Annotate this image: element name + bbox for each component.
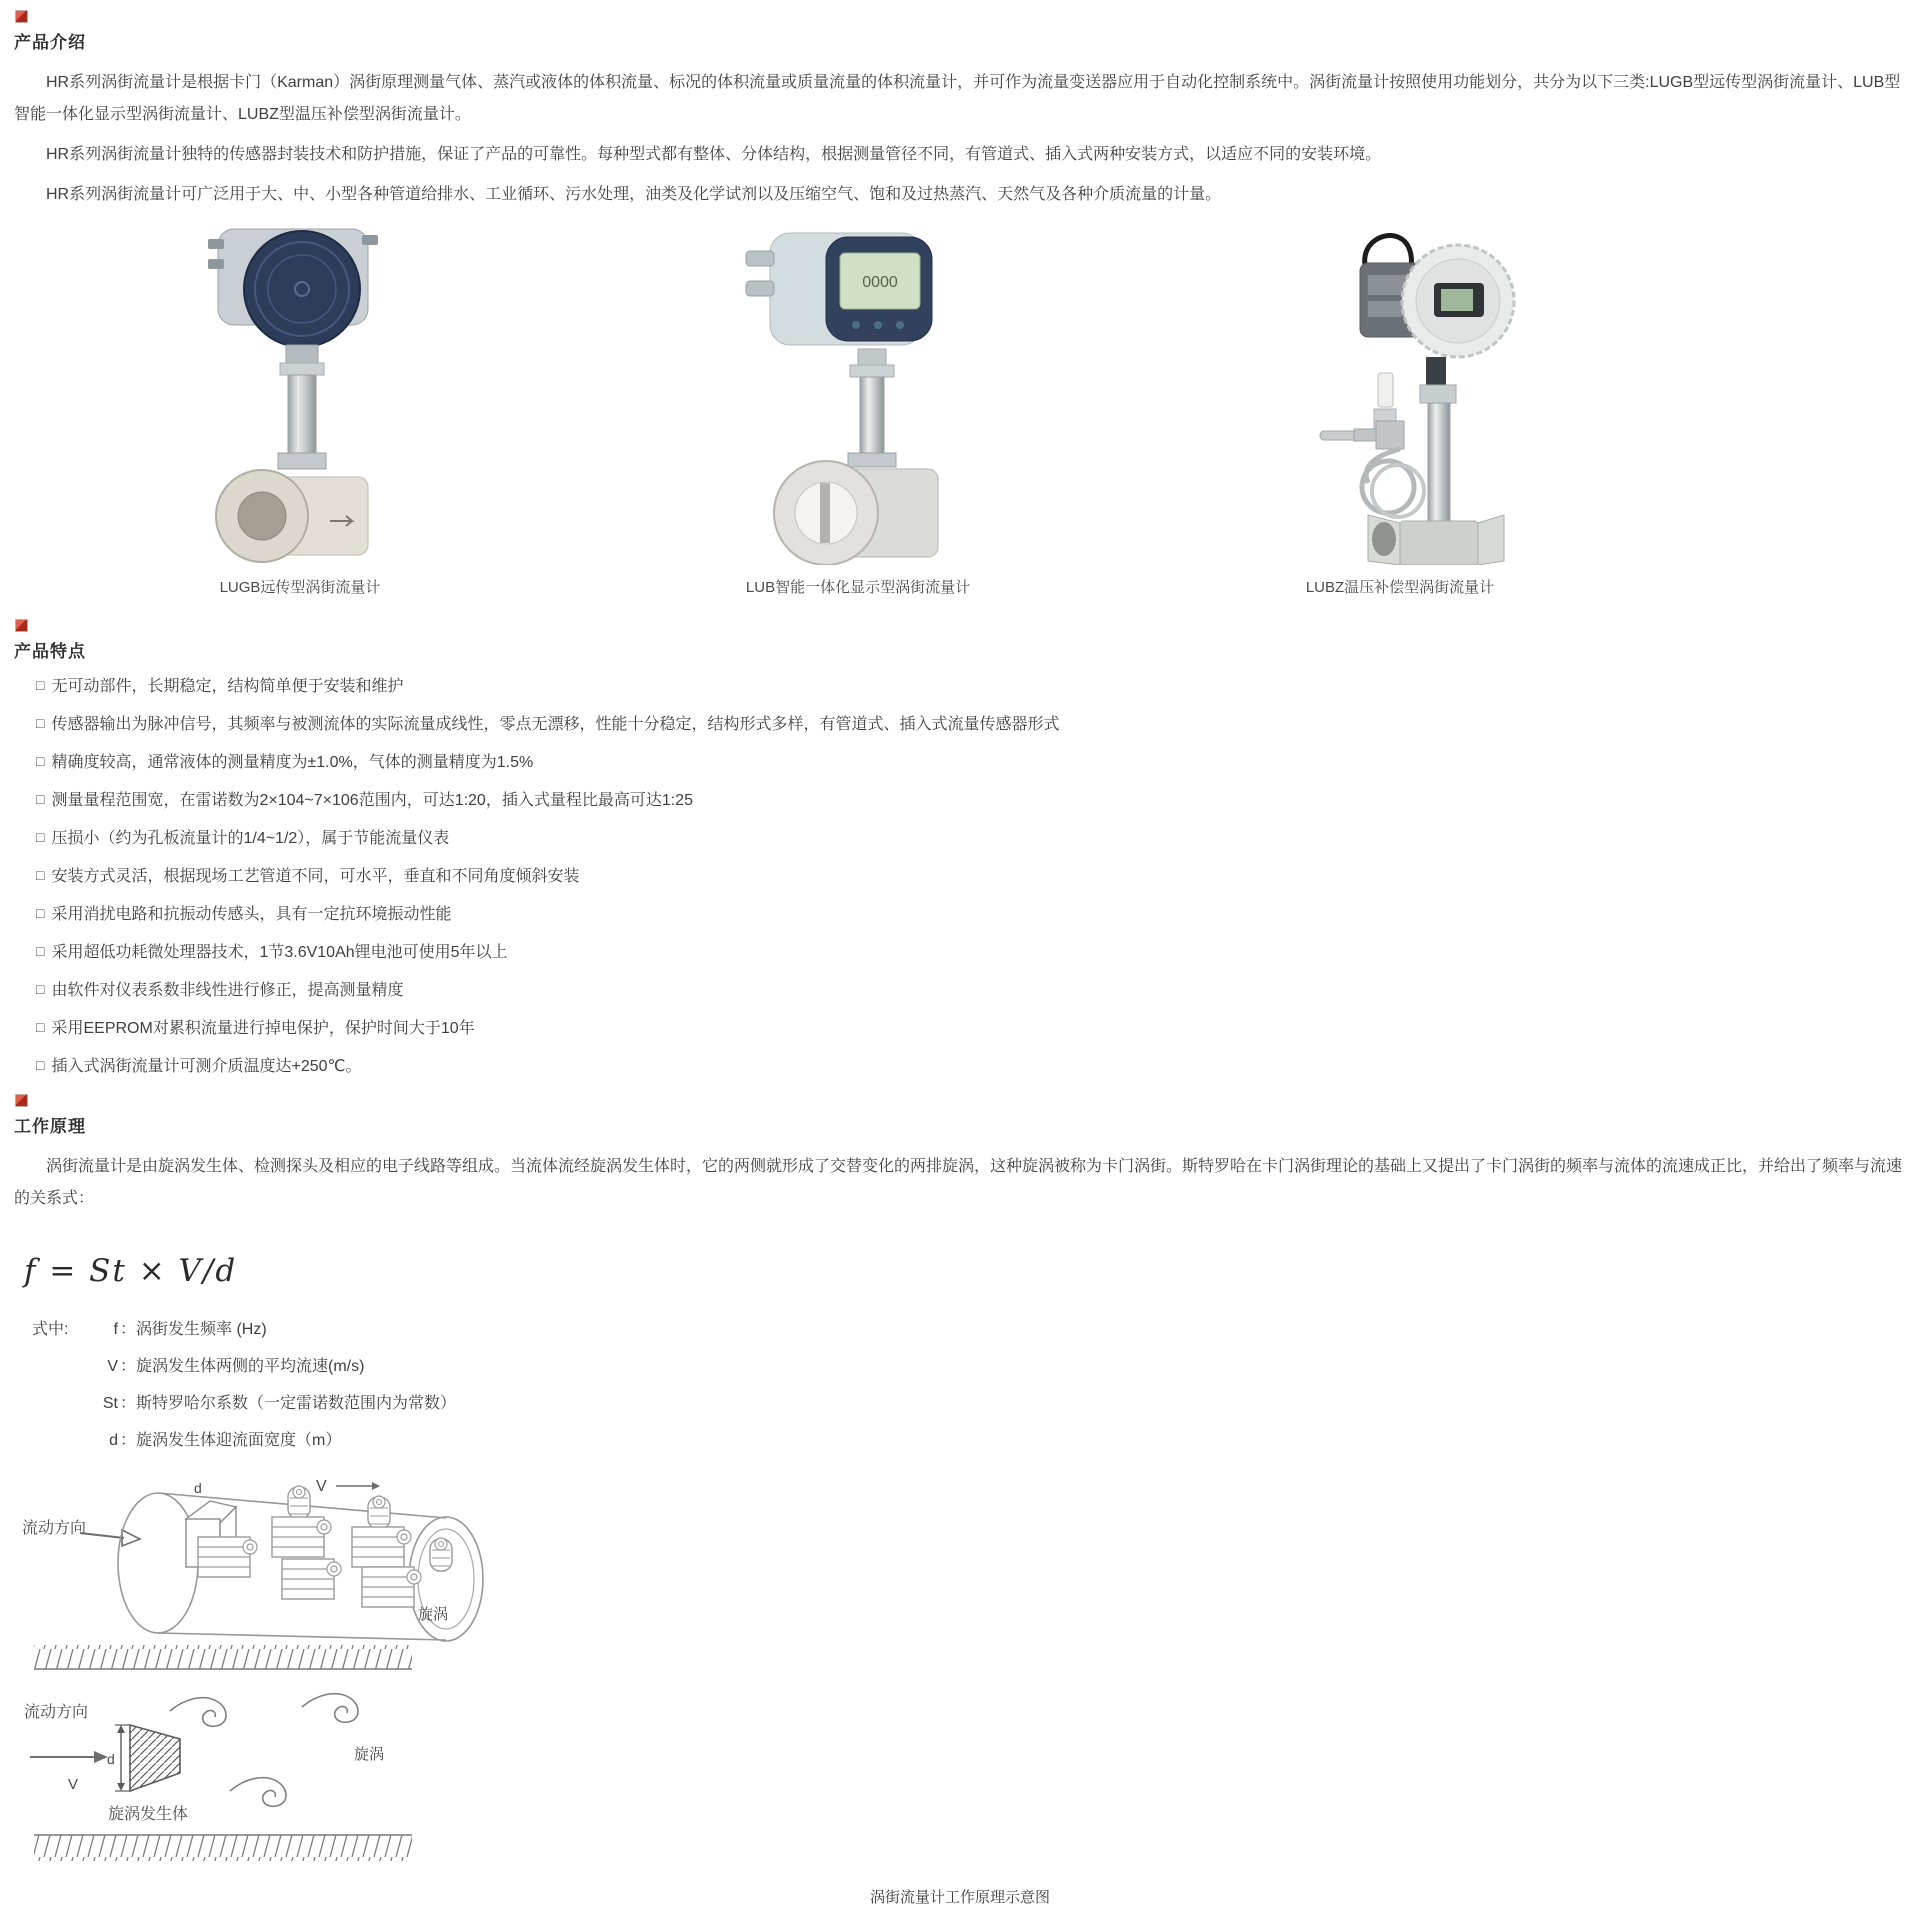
pipe-diagram bbox=[22, 1478, 483, 1669]
formula-definitions bbox=[32, 1319, 1906, 1451]
intro-paragraph: HR系列涡街流量计独特的传感器封装技术和防护措施，保证了产品的可靠性。每种型式都有整体、分体结构，根据测量管径不同，有管道式、插入式两种安装方式，以适应不同的安装环境。 bbox=[46, 146, 1382, 163]
flow-direction-label: 流动方向 bbox=[24, 1704, 89, 1721]
definition-text: ：旋涡发生体迎流面宽度（m） bbox=[120, 1432, 342, 1449]
product-image-lugb bbox=[180, 225, 420, 565]
square-bullet-icon: □ bbox=[36, 867, 45, 883]
square-bullet-icon: □ bbox=[36, 677, 45, 693]
feature-item: □ 无可动部件，长期稳定，结构简单便于安装和维护 bbox=[36, 677, 404, 695]
square-bullet-icon: □ bbox=[36, 791, 45, 807]
definition-row bbox=[32, 1430, 1906, 1451]
flow-direction-label: 流动方向 bbox=[22, 1520, 87, 1537]
square-bullet-icon: □ bbox=[36, 905, 45, 921]
product-figure-lubz bbox=[1220, 225, 1580, 597]
definition-row bbox=[32, 1393, 1906, 1414]
product-caption: LUGB远传型涡街流量计 bbox=[219, 579, 381, 596]
features-list bbox=[14, 676, 1906, 1077]
generator-label: 旋涡发生体 bbox=[108, 1806, 189, 1823]
section-heading-principle: 工作原理 bbox=[14, 1117, 86, 1136]
transmitter-cap bbox=[244, 231, 360, 347]
feature-item: □ 插入式涡街流量计可测介质温度达+250℃。 bbox=[36, 1057, 362, 1075]
feature-item: □ 安装方式灵活，根据现场工艺管道不同，可水平，垂直和不同角度倾斜安装 bbox=[36, 867, 580, 885]
square-bullet-icon: □ bbox=[36, 981, 45, 997]
flow-arrow bbox=[122, 1530, 140, 1546]
product-figure-lub bbox=[678, 225, 1038, 597]
square-bullet-icon: □ bbox=[36, 1019, 45, 1035]
square-bullet-icon: □ bbox=[36, 943, 45, 959]
definition-row bbox=[32, 1356, 1906, 1377]
d-label: d bbox=[194, 1480, 202, 1496]
feature-item: □ 采用EEPROM对累积流量进行掉电保护，保护时间大于10年 bbox=[36, 1019, 475, 1037]
feature-item: □ 由软件对仪表系数非线性进行修正，提高测量精度 bbox=[36, 981, 404, 999]
definition-text: ：涡街发生频率 (Hz) bbox=[120, 1321, 267, 1338]
definition-text: ：斯特罗哈尔系数（一定雷诺数范围内为常数） bbox=[120, 1395, 457, 1412]
square-bullet-icon: □ bbox=[36, 715, 45, 731]
square-bullet-icon: □ bbox=[36, 753, 45, 769]
broken-image-icon bbox=[15, 619, 28, 632]
definition-text: ：旋涡发生体两侧的平均流速(m/s) bbox=[120, 1358, 365, 1375]
feature-item: □ 采用消扰电路和抗振动传感头，具有一定抗环境振动性能 bbox=[36, 905, 452, 923]
intro-paragraph: HR系列涡街流量计可广泛用于大、中、小型各种管道给排水、工业循环、污水处理，油类及化学试剂以及压缩空气、饱和及过热蒸汽、天然气及各种介质流量的计量。 bbox=[46, 186, 1222, 203]
product-caption: LUBZ温压补偿型涡街流量计 bbox=[1305, 579, 1495, 596]
ground-hatch bbox=[34, 1835, 412, 1861]
symbol: V bbox=[107, 1358, 118, 1375]
intro-paragraph: HR系列涡街流量计是根据卡门（Karman）涡街原理测量气体、蒸汽或液体的体积流量、标况的体积流量或质量流量的体积流量计，并可作为流量变送器应用于自动化控制系统中。涡街流量计按照使用功能划分，共分为以下三类:LUGB型远传型涡街流量计、LUB型智能一体化显示型涡街流量计、LUBZ型温压补偿型涡街流量计。 bbox=[14, 74, 1901, 123]
product-gallery bbox=[14, 219, 1906, 617]
principle-diagram bbox=[20, 1467, 1906, 1884]
product-caption: LUB智能一体化显示型涡街流量计 bbox=[745, 579, 971, 596]
section-heading-features: 产品特点 bbox=[14, 642, 86, 661]
feature-item: □ 传感器输出为脉冲信号，其频率与被测流体的实际流量成线性，零点无漂移，性能十分稳定，结构形式多样，有管道式、插入式流量传感器形式 bbox=[36, 715, 1060, 733]
diagram-caption: 涡街流量计工作原理示意图 bbox=[869, 1889, 1050, 1906]
broken-image-icon bbox=[15, 1094, 28, 1107]
feature-item: □ 采用超低功耗微处理器技术，1节3.6V10Ah锂电池可使用5年以上 bbox=[36, 943, 508, 961]
symbol: d bbox=[109, 1432, 118, 1449]
feature-item: □ 测量量程范围宽，在雷诺数为2×104~7×106范围内，可达1:20，插入式量程比最高可达1:25 bbox=[36, 791, 693, 809]
feature-item: □ 精确度较高，通常液体的测量精度为±1.0%，气体的测量精度为1.5% bbox=[36, 753, 534, 771]
vortex-generator bbox=[130, 1725, 180, 1791]
flow-arrow bbox=[94, 1751, 108, 1763]
symbol: St bbox=[102, 1395, 118, 1412]
ground-hatch bbox=[34, 1645, 412, 1669]
lcd-value: 0000 bbox=[862, 274, 898, 291]
valve-handle bbox=[1320, 431, 1358, 440]
where-label: 式中: bbox=[32, 1321, 69, 1338]
product-image-lub bbox=[738, 225, 978, 565]
d-label: d bbox=[107, 1751, 115, 1767]
feature-item: □ 压损小（约为孔板流量计的1/4~1/2），属于节能流量仪表 bbox=[36, 829, 450, 847]
v-label: V bbox=[316, 1478, 327, 1495]
shedder-diagram bbox=[24, 1694, 412, 1861]
vortex-label: 旋涡 bbox=[354, 1746, 385, 1763]
square-bullet-icon: □ bbox=[36, 1057, 45, 1073]
principle-paragraph: 涡街流量计是由旋涡发生体、检测探头及相应的电子线路等组成。当流体流经旋涡发生体时，它的两侧就形成了交替变化的两排旋涡，这种旋涡被称为卡门涡街。斯特罗哈在卡门涡街理论的基础上又提出了卡门涡街的频率与流体的流速成正比，并给出了频率与流速的关系式： bbox=[14, 1158, 1903, 1207]
section-heading-intro: 产品介绍 bbox=[14, 33, 86, 52]
symbol: f bbox=[113, 1321, 118, 1338]
square-bullet-icon: □ bbox=[36, 829, 45, 845]
product-image-lubz bbox=[1250, 225, 1550, 565]
product-figure-lugb bbox=[120, 225, 480, 597]
v-label: V bbox=[68, 1776, 79, 1793]
formula: f = St × V/d bbox=[24, 1253, 238, 1289]
lcd-display bbox=[1441, 289, 1473, 311]
broken-image-icon bbox=[15, 10, 28, 23]
definition-row bbox=[32, 1319, 1906, 1340]
vortex-label: 旋涡 bbox=[418, 1606, 449, 1623]
vortex-diagram bbox=[20, 1467, 540, 1879]
